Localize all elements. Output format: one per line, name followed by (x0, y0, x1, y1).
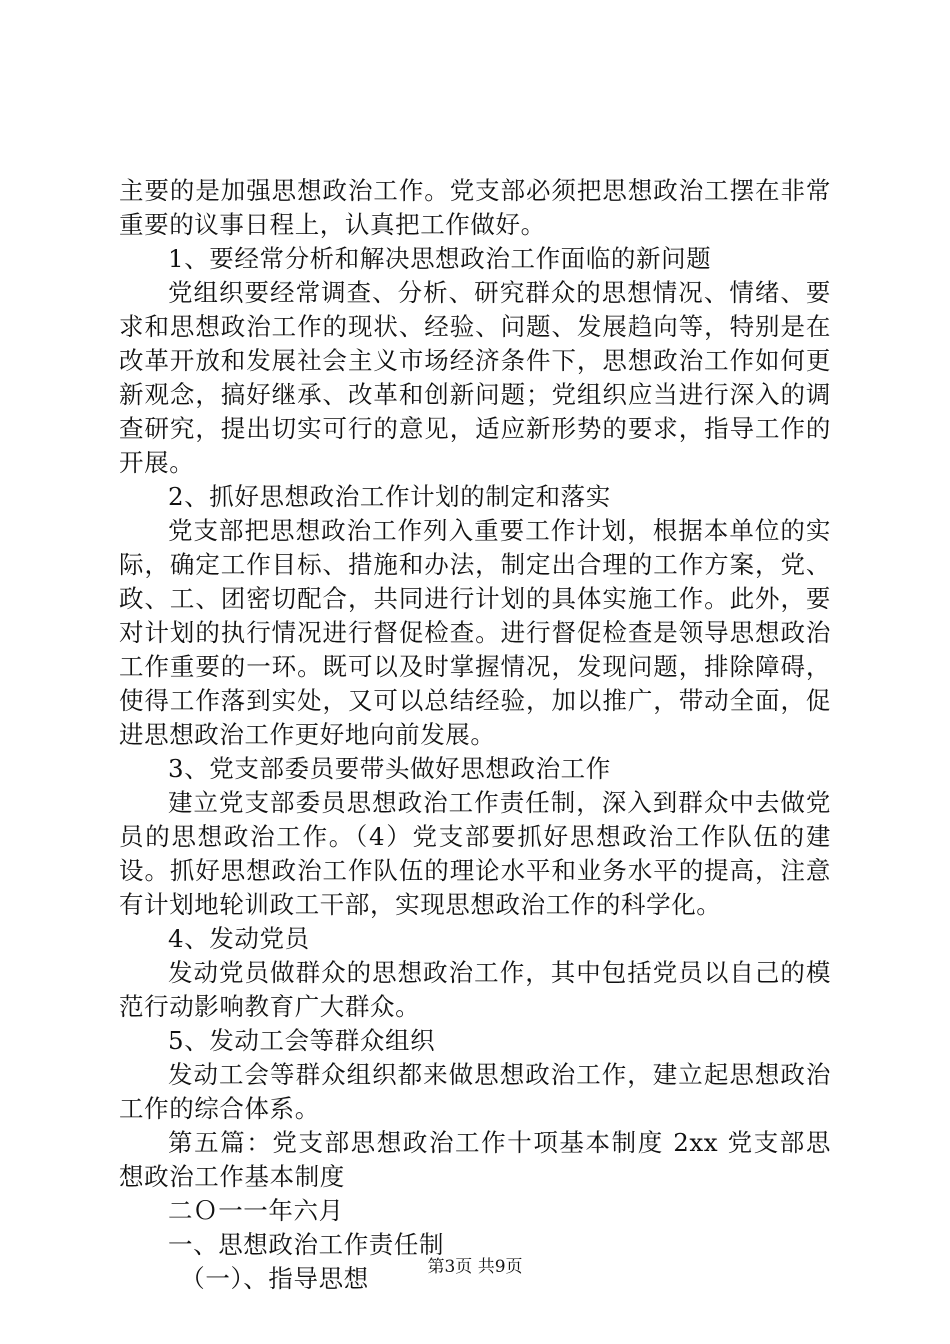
paragraph: 发动党员做群众的思想政治工作，其中包括党员以自己的模范行动影响教育广大群众。 (119, 958, 831, 1021)
paragraph: 主要的是加强思想政治工作。党支部必须把思想政治工摆在非常重要的议事日程上，认真把工作做好。 (119, 176, 831, 239)
paragraph: 发动工会等群众组织都来做思想政治工作，建立起思想政治工作的综合体系。 (119, 1060, 831, 1123)
section-heading: 5、发动工会等群众组织 (168, 1026, 436, 1055)
section-heading: 2、抓好思想政治工作计划的制定和落实 (168, 482, 611, 511)
document-body (119, 174, 831, 1296)
paragraph: 党支部把思想政治工作列入重要工作计划，根据本单位的实际，确定工作目标、措施和办法，制定出合理的工作方案，党、政、工、团密切配合，共同进行计划的具体实施工作。此外，要对计划的执行情况进行督促检查。进行督促检查是领导思想政治工作重要的一环。既可以及时掌握情况，发现问题，排除障碍，使得工作落到实处，又可以总结经验，加以推广，带动全面，促进思想政治工作更好地向前发展。 (119, 516, 831, 749)
subsection-heading: （一）、指导思想 (180, 1264, 369, 1293)
page-footer: 第3页 共9页 (427, 1257, 523, 1277)
paragraph: 党组织要经常调查、分析、研究群众的思想情况、情绪、要求和思想政治工作的现状、经验、问题、发展趋向等，特别是在改革开放和发展社会主义市场经济条件下，思想政治工作如何更新观念，搞好继承、改革和创新问题；党组织应当进行深入的调查研究，提出切实可行的意见，适应新形势的要求，指导工作的开展。 (119, 278, 831, 477)
chapter-title: 第五篇：党支部思想政治工作十项基本制度 2xx 党支部思想政治工作基本制度 (119, 1128, 831, 1191)
section-heading: 4、发动党员 (168, 924, 310, 953)
section-heading: 一、思想政治工作责任制 (168, 1230, 445, 1259)
section-heading: 1、要经常分析和解决思想政治工作面临的新问题 (168, 244, 712, 273)
section-heading: 3、党支部委员要带头做好思想政治工作 (168, 754, 611, 783)
date-line: 二Ｏ一一年六月 (168, 1196, 344, 1225)
paragraph: 建立党支部委员思想政治工作责任制，深入到群众中去做党员的思想政治工作。（4）党支部要抓好思想政治工作队伍的建设。抓好思想政治工作队伍的理论水平和业务水平的提高，注意有计划地轮训政工干部，实现思想政治工作的科学化。 (119, 788, 831, 919)
